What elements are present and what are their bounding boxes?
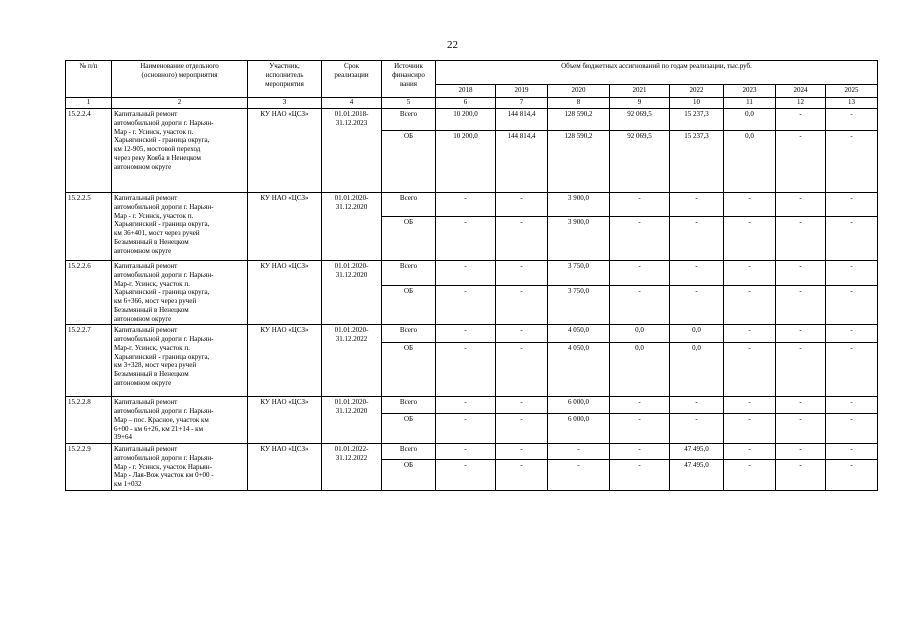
row-name: Капитальный ремонт автомобильной дороги г. Нарьян- Мар – пос. Красное, участок км 6+00 - км 6+26, км 21+14 - км 39+64: [112, 397, 248, 444]
row-value: -: [776, 325, 826, 343]
row-name: Капитальный ремонт автомобильной дороги г. Нарьян- Мар - г. Усинск, участок Нарьян- Мар - Лая-Вож участок км 0+00 - км 1+032: [112, 444, 248, 491]
header-num: № п/п: [66, 61, 112, 98]
header-year: 2025: [826, 85, 878, 98]
row-value: -: [826, 343, 878, 397]
row-value: -: [826, 261, 878, 286]
header-budget: Объем бюджетных ассигнований по годам реализации, тыс.руб.: [436, 61, 878, 85]
row-value: 3 900,0: [548, 193, 610, 217]
column-number: 7: [496, 98, 548, 109]
row-value: -: [724, 444, 776, 460]
row-value: -: [610, 261, 670, 286]
row-participant: КУ НАО «ЦСЗ»: [248, 193, 322, 261]
row-num: 15.2.2.8: [66, 397, 112, 444]
row-value: 47 495,0: [670, 444, 724, 460]
row-value: 0,0: [670, 343, 724, 397]
row-participant: КУ НАО «ЦСЗ»: [248, 325, 322, 397]
budget-table: [65, 60, 878, 491]
row-value: -: [670, 193, 724, 217]
row-value: -: [776, 460, 826, 491]
row-value: -: [610, 285, 670, 324]
column-number: 12: [776, 98, 826, 109]
row-value: 144 814,4: [496, 109, 548, 131]
row-value: -: [496, 414, 548, 444]
row-value: -: [436, 444, 496, 460]
row-value: 0,0: [724, 131, 776, 193]
row-name: Капитальный ремонт автомобильной дороги г. Нарьян- Мар-г. Усинск, участок п. Харьягинский - граница округа, км 6+366, мост через ручей Безымянный в Ненецком автономном округе: [112, 261, 248, 325]
row-value: -: [548, 460, 610, 491]
row-value: -: [496, 397, 548, 414]
row-source-label: ОБ: [382, 343, 436, 397]
header-year: 2021: [610, 85, 670, 98]
row-value: 92 069,5: [610, 109, 670, 131]
row-participant: КУ НАО «ЦСЗ»: [248, 261, 322, 325]
row-value: -: [670, 285, 724, 324]
row-source-label: Всего: [382, 444, 436, 460]
row-value: -: [496, 217, 548, 261]
column-number: 2: [112, 98, 248, 109]
row-value: -: [776, 285, 826, 324]
column-number: 11: [724, 98, 776, 109]
column-number: 8: [548, 98, 610, 109]
row-value: -: [724, 343, 776, 397]
row-source-label: ОБ: [382, 131, 436, 193]
row-value: -: [496, 261, 548, 286]
header-year: 2019: [496, 85, 548, 98]
row-value: 144 814,4: [496, 131, 548, 193]
row-value: -: [776, 109, 826, 131]
row-value: 0,0: [670, 325, 724, 343]
row-value: -: [826, 217, 878, 261]
row-value: -: [610, 397, 670, 414]
row-value: -: [826, 193, 878, 217]
row-value: -: [436, 460, 496, 491]
header-year: 2022: [670, 85, 724, 98]
column-number: 13: [826, 98, 878, 109]
row-value: -: [610, 414, 670, 444]
row-participant: КУ НАО «ЦСЗ»: [248, 397, 322, 444]
row-num: 15.2.2.4: [66, 109, 112, 193]
row-value: -: [724, 285, 776, 324]
row-value: -: [724, 325, 776, 343]
row-value: 4 050,0: [548, 325, 610, 343]
row-source-label: ОБ: [382, 217, 436, 261]
row-value: -: [670, 261, 724, 286]
row-value: -: [436, 343, 496, 397]
row-value: 6 000,0: [548, 397, 610, 414]
row-value: -: [826, 109, 878, 131]
row-period: 01.01.2020- 31.12.2022: [322, 325, 382, 397]
row-period: 01.01.2022- 31.12.2022: [322, 444, 382, 491]
row-value: -: [436, 397, 496, 414]
row-value: 10 200,0: [436, 109, 496, 131]
column-number: 1: [66, 98, 112, 109]
row-value: -: [826, 414, 878, 444]
row-value: -: [776, 217, 826, 261]
row-value: 0,0: [610, 325, 670, 343]
row-value: -: [826, 444, 878, 460]
row-value: 0,0: [610, 343, 670, 397]
row-value: -: [776, 397, 826, 414]
row-value: -: [724, 217, 776, 261]
row-source-label: Всего: [382, 397, 436, 414]
header-year: 2023: [724, 85, 776, 98]
row-value: -: [436, 193, 496, 217]
column-number: 5: [382, 98, 436, 109]
row-num: 15.2.2.6: [66, 261, 112, 325]
row-value: -: [776, 193, 826, 217]
row-value: -: [436, 325, 496, 343]
row-value: 3 750,0: [548, 285, 610, 324]
row-value: 128 590,2: [548, 131, 610, 193]
row-value: -: [610, 193, 670, 217]
row-value: -: [776, 131, 826, 193]
row-participant: КУ НАО «ЦСЗ»: [248, 109, 322, 193]
row-source-label: Всего: [382, 193, 436, 217]
row-value: -: [826, 460, 878, 491]
column-number: 6: [436, 98, 496, 109]
row-participant: КУ НАО «ЦСЗ»: [248, 444, 322, 491]
table-row: [66, 444, 878, 460]
row-period: 01.01.2020- 31.12.2020: [322, 261, 382, 325]
row-value: 6 000,0: [548, 414, 610, 444]
row-period: 01.01.2020- 31.12.2020: [322, 193, 382, 261]
row-value: -: [610, 217, 670, 261]
row-period: 01.01.2018- 31.12.2023: [322, 109, 382, 193]
row-source-label: Всего: [382, 109, 436, 131]
row-value: -: [724, 193, 776, 217]
page-number: 22: [447, 39, 458, 51]
row-value: -: [724, 414, 776, 444]
table-row: [66, 193, 878, 217]
row-value: -: [610, 460, 670, 491]
row-value: -: [496, 460, 548, 491]
row-source-label: Всего: [382, 261, 436, 286]
row-value: -: [496, 444, 548, 460]
row-value: -: [826, 325, 878, 343]
row-period: 01.01.2020- 31.12.2020: [322, 397, 382, 444]
row-value: 3 750,0: [548, 261, 610, 286]
table-body: [66, 109, 878, 491]
column-number: 4: [322, 98, 382, 109]
row-source-label: Всего: [382, 325, 436, 343]
header-year: 2018: [436, 85, 496, 98]
column-number: 3: [248, 98, 322, 109]
header-year: 2020: [548, 85, 610, 98]
row-value: -: [826, 131, 878, 193]
row-value: 47 495,0: [670, 460, 724, 491]
table-row: [66, 397, 878, 414]
row-value: -: [436, 285, 496, 324]
row-value: 15 237,3: [670, 131, 724, 193]
row-value: -: [776, 414, 826, 444]
row-value: -: [670, 397, 724, 414]
row-value: -: [776, 343, 826, 397]
row-value: -: [724, 397, 776, 414]
row-num: 15.2.2.5: [66, 193, 112, 261]
row-value: 0,0: [724, 109, 776, 131]
row-value: -: [724, 261, 776, 286]
row-source-label: ОБ: [382, 414, 436, 444]
row-value: 15 237,3: [670, 109, 724, 131]
row-value: -: [826, 397, 878, 414]
row-value: -: [548, 444, 610, 460]
table-row: [66, 261, 878, 286]
row-value: -: [670, 414, 724, 444]
row-value: -: [436, 414, 496, 444]
row-source-label: ОБ: [382, 460, 436, 491]
row-value: -: [776, 444, 826, 460]
row-value: -: [436, 217, 496, 261]
header-participant: Участник, исполнитель мероприятия: [248, 61, 322, 98]
column-numbers-row: [66, 98, 878, 109]
row-value: -: [610, 444, 670, 460]
row-value: -: [826, 285, 878, 324]
column-number: 10: [670, 98, 724, 109]
column-number: 9: [610, 98, 670, 109]
header-name: Наименование отдельного (основного) мероприятия: [112, 61, 248, 98]
row-value: -: [436, 261, 496, 286]
row-name: Капитальный ремонт автомобильной дороги г. Нарьян- Мар-г. Усинск, участок п. Харьягинский - граница округа, км 3+328, мост через ручей Безымянный в Ненецком автономном округе: [112, 325, 248, 397]
row-value: 92 069,5: [610, 131, 670, 193]
row-value: -: [724, 460, 776, 491]
row-value: 3 900,0: [548, 217, 610, 261]
header-year: 2024: [776, 85, 826, 98]
row-name: Капитальный ремонт автомобильной дороги г. Нарьян- Мар - г. Усинск, участок п. Харьягинский - граница округа, км 36+401, мост через ручей Безымянный в Ненецком автономном округе: [112, 193, 248, 261]
row-source-label: ОБ: [382, 285, 436, 324]
row-value: -: [776, 261, 826, 286]
row-value: 10 200,0: [436, 131, 496, 193]
row-value: -: [496, 343, 548, 397]
row-value: -: [496, 285, 548, 324]
row-value: 4 050,0: [548, 343, 610, 397]
header-source: Источник финансиро вания: [382, 61, 436, 98]
row-num: 15.2.2.9: [66, 444, 112, 491]
row-value: -: [670, 217, 724, 261]
header-period: Срок реализации: [322, 61, 382, 98]
row-num: 15.2.2.7: [66, 325, 112, 397]
table-row: [66, 325, 878, 343]
row-name: Капитальный ремонт автомобильной дороги г. Нарьян- Мар - г. Усинск, участок п. Харьягинский - граница округа, км 12-905, мостовой переход через реку Кояба в Ненецком автономном округе: [112, 109, 248, 193]
header-row: [66, 61, 878, 85]
table-row: [66, 109, 878, 131]
row-value: 128 590,2: [548, 109, 610, 131]
row-value: -: [496, 193, 548, 217]
row-value: -: [496, 325, 548, 343]
